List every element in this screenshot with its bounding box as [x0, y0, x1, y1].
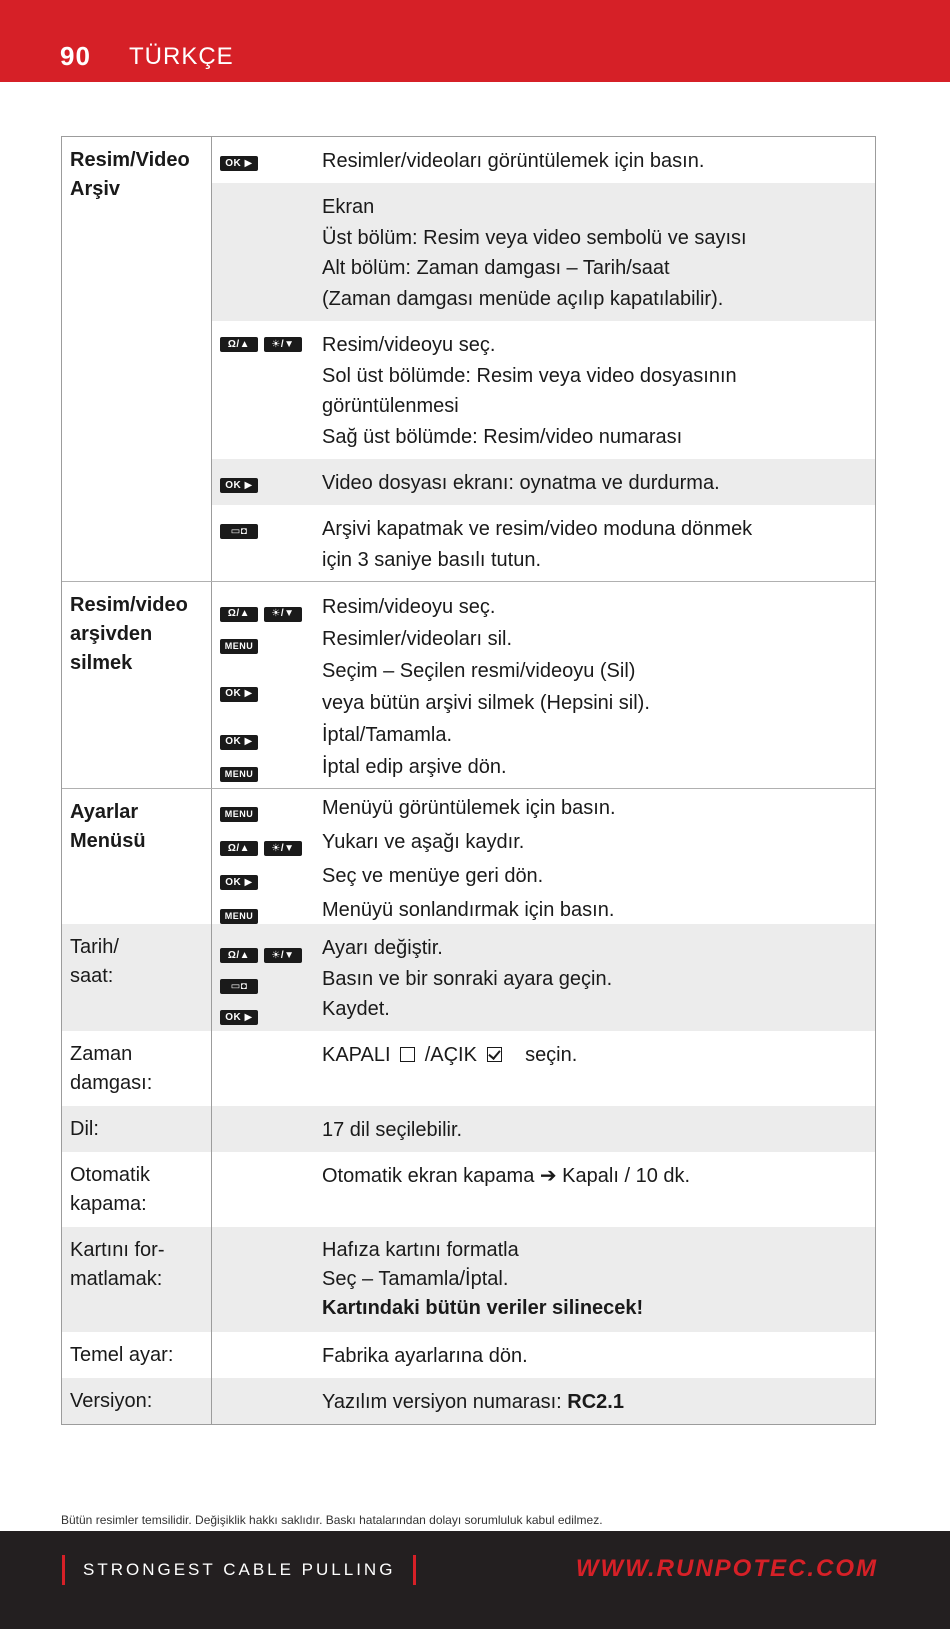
record-mode-icon: ▭◘ [220, 979, 258, 994]
language-title: TÜRKÇE [129, 43, 234, 70]
group-delete [62, 581, 875, 788]
label-datetime: Tarih/ saat: [62, 924, 212, 1031]
timestamp-off-text: KAPALI [322, 1044, 391, 1066]
instruction-table [61, 136, 876, 1425]
delete-line-3: Seçim – Seçilen resmi/videoyu (Sil) [322, 660, 636, 682]
ok-button-icon: OK ▶ [220, 735, 258, 750]
archive-select-text: Resim/videoyu seç. [322, 334, 496, 356]
settings-line-4: Menüyü sonlandırmak için basın. [322, 899, 615, 921]
delete-line-5: İptal/Tamamla. [322, 724, 453, 746]
menu-button-icon: MENU [220, 639, 258, 654]
delete-line-2: Resimler/videoları sil. [322, 628, 513, 650]
page-number: 90 [60, 41, 91, 71]
ok-button-icon: OK ▶ [220, 156, 258, 171]
archive-row-5 [212, 505, 875, 581]
up-arrow-icon: Ω/▲ [220, 607, 258, 622]
archive-close-line2: için 3 saniye basılı tutun. [322, 548, 542, 571]
archive-screen-note: (Zaman damgası menüde açılıp kapatılabilir). [322, 287, 724, 310]
delete-line-1: Resim/videoyu seç. [322, 596, 496, 618]
up-arrow-icon: Ω/▲ [220, 948, 258, 963]
checkbox-empty-icon [400, 1047, 415, 1062]
row-language [62, 1106, 875, 1152]
checkbox-checked-icon [487, 1047, 502, 1062]
header-bar [0, 0, 950, 82]
format-warning: Kartındaki bütün veriler silinecek! [322, 1297, 644, 1319]
archive-row-2 [212, 183, 875, 321]
settings-row [212, 789, 875, 924]
label-autooff: Otomatik kapama: [62, 1152, 212, 1227]
archive-row-4 [212, 459, 875, 505]
datetime-line-3: Kaydet. [322, 998, 390, 1020]
up-arrow-icon: Ω/▲ [220, 337, 258, 352]
ok-button-icon: OK ▶ [220, 1010, 258, 1025]
reset-text: Fabrika ayarlarına dön. [322, 1345, 528, 1367]
ok-button-icon: OK ▶ [220, 875, 258, 890]
label-language: Dil: [62, 1106, 212, 1152]
menu-button-icon: MENU [220, 807, 258, 822]
archive-close-line1: Arşivi kapatmak ve resim/video moduna dönmek [322, 518, 753, 540]
footnote: Bütün resimler temsilidir. Değişiklik hakkı saklıdır. Baskı hatalarından dolayı sorumluluk kabul edilmez. [61, 1513, 603, 1527]
archive-play-text: Video dosyası ekranı: oynatma ve durdurma. [322, 472, 720, 494]
archive-row-1-text: Resimler/videoları görüntülemek için basın. [322, 150, 705, 172]
autooff-text: Otomatik ekran kapama ➔ Kapalı / 10 dk. [322, 1165, 691, 1187]
row-version [62, 1378, 875, 1424]
row-datetime [62, 924, 875, 1031]
down-arrow-icon: ☀/▼ [264, 841, 302, 856]
label-settings: Ayarlar Menüsü [62, 789, 212, 924]
down-arrow-icon: ☀/▼ [264, 948, 302, 963]
delete-line-4: veya bütün arşivi silmek (Hepsini sil). [322, 692, 650, 714]
up-arrow-icon: Ω/▲ [220, 841, 258, 856]
group-archive [62, 137, 875, 581]
archive-row-1 [212, 137, 875, 183]
version-value: RC2.1 [567, 1391, 624, 1413]
archive-screen-title: Ekran [322, 196, 375, 218]
footer-url[interactable]: WWW.RUNPOTEC.COM [575, 1555, 878, 1582]
label-version: Versiyon: [62, 1378, 212, 1424]
ok-button-icon: OK ▶ [220, 687, 258, 702]
label-archive: Resim/Video Arşiv [62, 137, 212, 581]
archive-select-line4: Sağ üst bölümde: Resim/video numarası [322, 425, 683, 448]
archive-screen-top: Üst bölüm: Resim veya video sembolü ve sayısı [322, 226, 747, 249]
settings-line-1: Menüyü görüntülemek için basın. [322, 797, 616, 819]
version-text: Yazılım versiyon numarası: [322, 1391, 562, 1413]
footer-bar [0, 1531, 950, 1629]
delete-line-6: İptal edip arşive dön. [322, 756, 507, 778]
format-line-1: Hafıza kartını formatla [322, 1239, 519, 1261]
footer-slogan: STRONGEST CABLE PULLING [62, 1555, 416, 1585]
settings-line-3: Seç ve menüye geri dön. [322, 865, 544, 887]
delete-row [212, 582, 875, 788]
timestamp-on-text: /AÇIK [424, 1044, 477, 1066]
menu-button-icon: MENU [220, 909, 258, 924]
label-delete: Resim/video arşivden silmek [62, 582, 212, 788]
record-mode-icon: ▭◘ [220, 524, 258, 539]
archive-select-line3: görüntülenmesi [322, 395, 459, 417]
row-timestamp [62, 1031, 875, 1106]
row-autooff [62, 1152, 875, 1227]
down-arrow-icon: ☀/▼ [264, 607, 302, 622]
ok-button-icon: OK ▶ [220, 478, 258, 493]
datetime-line-1: Ayarı değiştir. [322, 937, 443, 959]
label-timestamp: Zaman damgası: [62, 1031, 212, 1106]
archive-row-3 [212, 321, 875, 459]
format-line-2: Seç – Tamamla/İptal. [322, 1268, 509, 1290]
down-arrow-icon: ☀/▼ [264, 337, 302, 352]
menu-button-icon: MENU [220, 767, 258, 782]
group-settings [62, 788, 875, 924]
settings-line-2: Yukarı ve aşağı kaydır. [322, 831, 525, 853]
label-format: Kartını for- matlamak: [62, 1227, 212, 1332]
language-text: 17 dil seçilebilir. [322, 1119, 463, 1141]
label-reset: Temel ayar: [62, 1332, 212, 1378]
archive-screen-bottom: Alt bölüm: Zaman damgası – Tarih/saat [322, 257, 670, 279]
datetime-line-2: Basın ve bir sonraki ayara geçin. [322, 967, 613, 990]
row-format [62, 1227, 875, 1332]
archive-select-line2: Sol üst bölümde: Resim veya video dosyasının [322, 364, 737, 387]
timestamp-select-text: seçin. [525, 1044, 578, 1066]
row-reset [62, 1332, 875, 1378]
